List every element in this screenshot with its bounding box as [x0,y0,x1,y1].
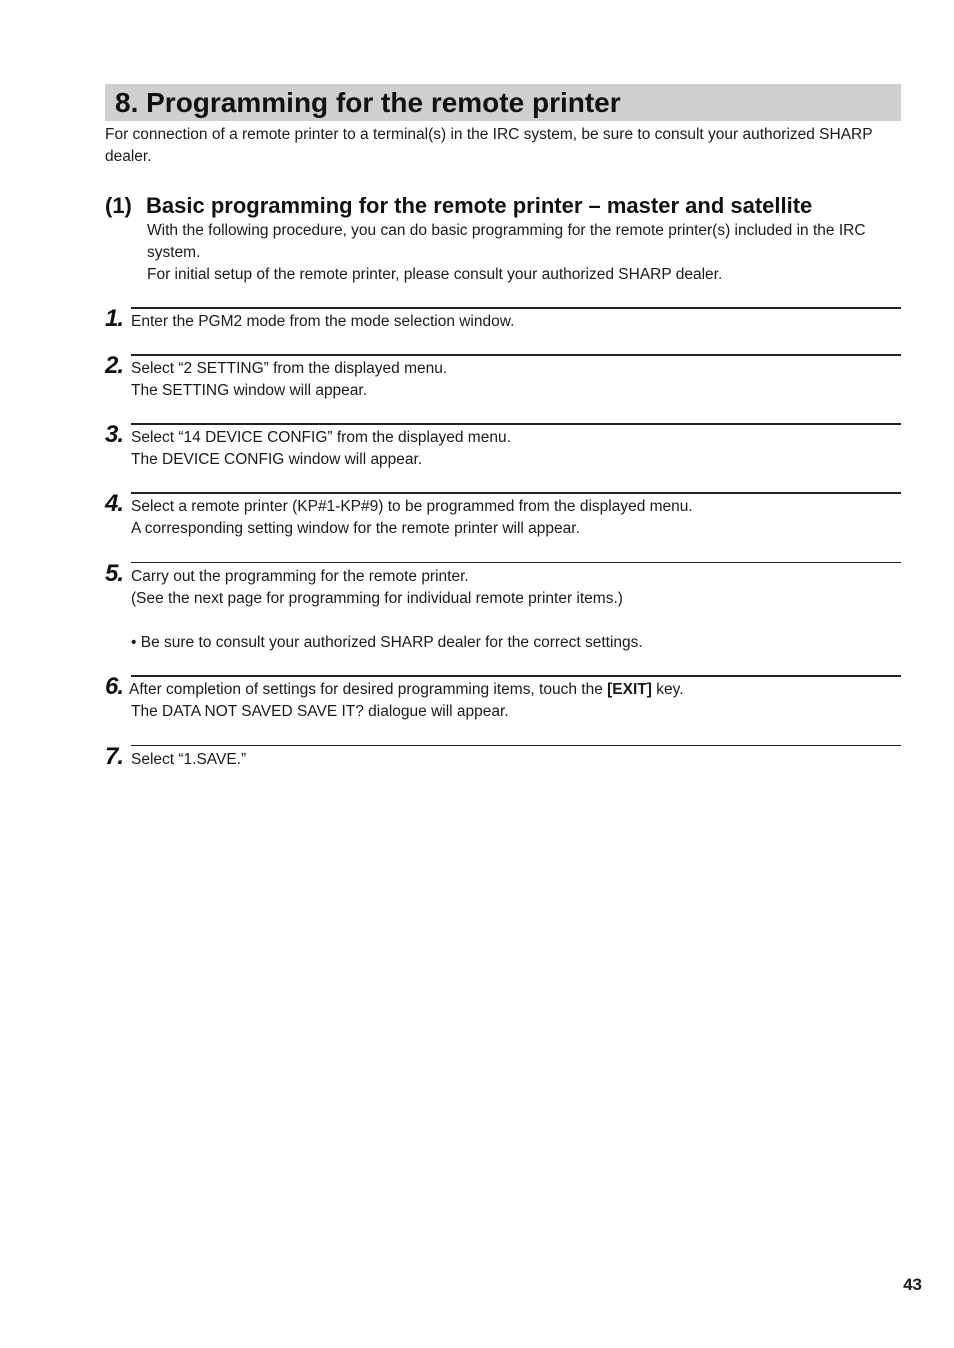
step-note: • Be sure to consult your authorized SHARP dealer for the correct settings. [131,634,643,651]
step-divider [131,307,901,309]
page-number: 43 [903,1275,922,1294]
step-1-text [131,311,901,333]
step-line: A corresponding setting window for the remote printer will appear. [131,520,580,537]
step-line: Select “14 DEVICE CONFIG” from the displayed menu. [131,429,511,446]
step-line: Select “2 SETTING” from the displayed menu. [131,360,448,377]
step-line: The DEVICE CONFIG window will appear. [131,451,423,468]
step-number: 4. [105,490,124,517]
step-line: Carry out the programming for the remote printer. [131,568,469,585]
step-line: Enter the PGM2 mode from the mode selection window. [131,313,515,330]
step-number: 2. [105,352,124,379]
subsection-paragraph: With the following procedure, you can do basic programming for the remote printer(s) included in the IRC system. [147,222,866,261]
step-4-text [131,496,901,540]
subsection-body [147,220,907,286]
step-divider [131,562,901,563]
step-line: Select a remote printer (KP#1-KP#9) to be programmed from the displayed menu. [131,498,693,515]
step-number: 5. [105,560,124,587]
exit-key-label: [EXIT] [607,681,652,698]
step-line: The DATA NOT SAVED SAVE IT? dialogue will appear. [131,703,509,720]
step-number: 3. [105,421,124,448]
step-number: 7. [105,743,124,770]
step-divider [131,492,901,494]
subsection-paragraph: For initial setup of the remote printer, please consult your authorized SHARP dealer. [147,266,723,283]
subsection-heading [105,192,925,220]
subsection-title: Basic programming for the remote printer – master and satellite [146,193,813,218]
subsection-number: (1) [105,193,132,218]
intro-paragraph: For connection of a remote printer to a terminal(s) in the IRC system, be sure to consult your authorized SHARP dealer. [105,126,873,165]
step-number: 1. [105,305,124,332]
step-7-text [131,749,901,771]
step-number: 6. [105,673,124,700]
step-divider [131,423,901,425]
step-divider [131,745,901,746]
step-line: The SETTING window will appear. [131,382,368,399]
step-3-text [131,427,901,471]
step-line: (See the next page for programming for individual remote printer items.) [131,590,623,607]
step-divider [131,675,901,677]
step-5-text [131,566,901,654]
step-line-part: key. [651,681,684,698]
step-2-text [131,358,901,402]
step-divider [131,354,901,356]
step-6-text [129,679,899,723]
page-title: 8. Programming for the remote printer [115,87,621,118]
step-line [129,679,899,701]
step-line: Select “1.SAVE.” [131,751,247,768]
step-line-part: After completion of settings for desired programming items, touch the [129,681,608,698]
section-title-bar [105,84,901,121]
